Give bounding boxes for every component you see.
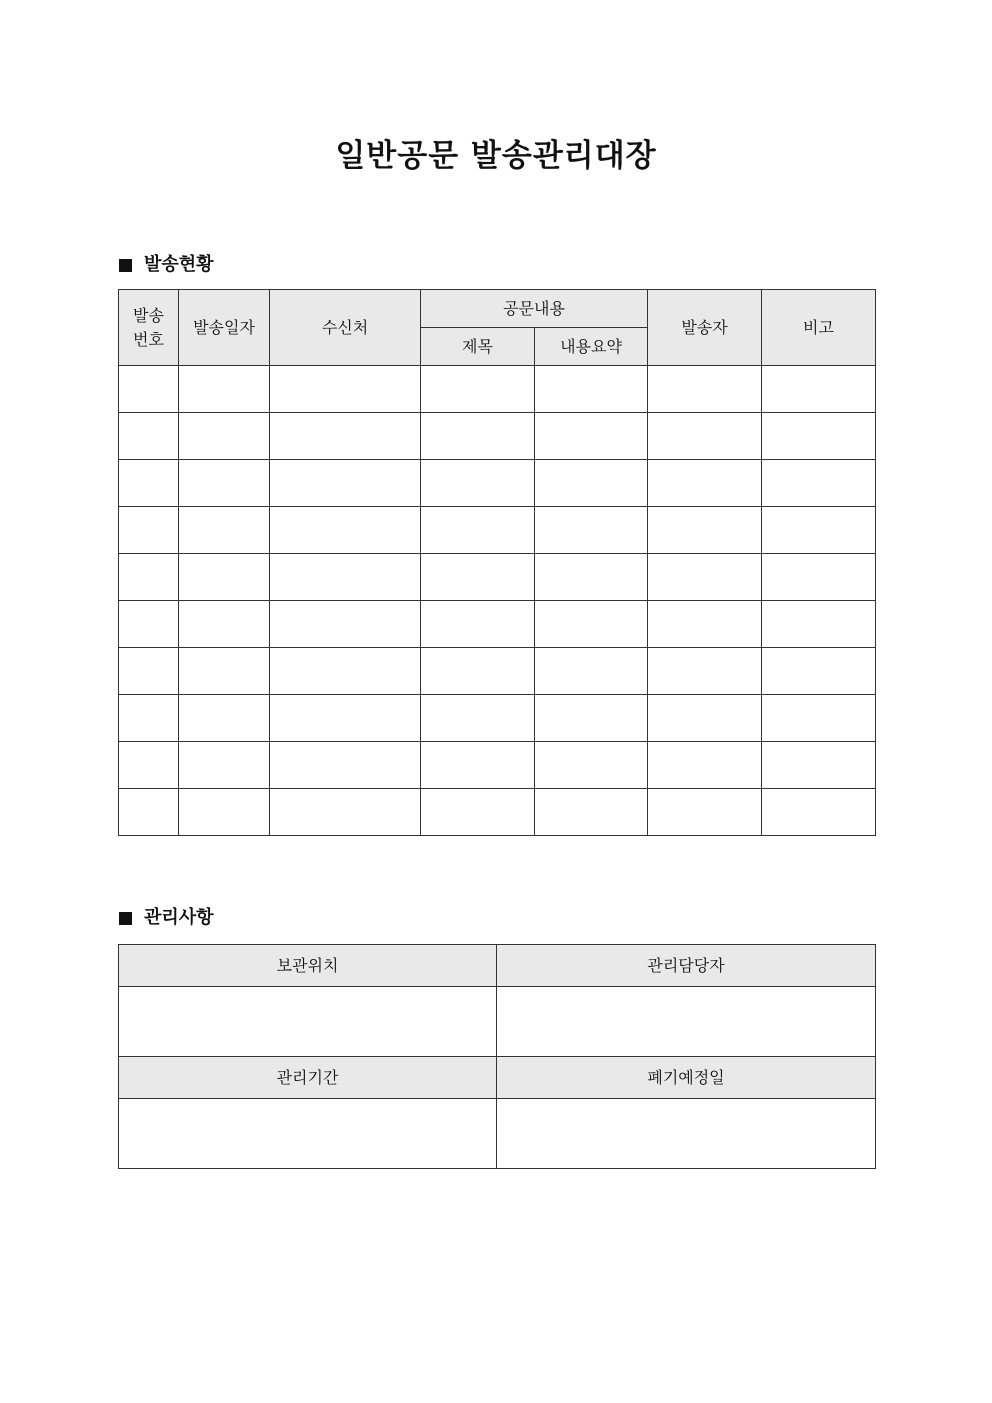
table-row [119,695,876,742]
table-cell-sender[interactable] [648,413,762,460]
table-cell-recipient[interactable] [270,601,421,648]
table-cell-subject[interactable] [421,742,535,789]
table-cell-summary[interactable] [535,789,648,836]
table-cell-remarks[interactable] [762,648,876,695]
table-cell-remarks[interactable] [762,507,876,554]
table-cell-number[interactable] [119,554,179,601]
table-cell-summary[interactable] [535,460,648,507]
table-cell-sender[interactable] [648,507,762,554]
table-row [119,366,876,413]
table-cell-sender[interactable] [648,742,762,789]
table-cell-subject[interactable] [421,413,535,460]
dispatch-status-table [118,289,876,836]
table-cell-date[interactable] [179,789,270,836]
table-row [119,554,876,601]
column-header-content-group: 공문내용 [421,290,648,328]
table-cell-summary[interactable] [535,648,648,695]
table-cell-remarks[interactable] [762,413,876,460]
table-cell-subject[interactable] [421,554,535,601]
column-header-dispatch-date: 발송일자 [179,290,270,366]
table-cell-sender[interactable] [648,648,762,695]
table-cell-number[interactable] [119,648,179,695]
table-cell-sender[interactable] [648,366,762,413]
table-cell-number[interactable] [119,507,179,554]
table-cell-remarks[interactable] [762,554,876,601]
table-cell-number[interactable] [119,460,179,507]
column-header-recipient: 수신처 [270,290,421,366]
column-header-remarks: 비고 [762,290,876,366]
disposal-date-field[interactable] [497,1099,876,1169]
manager-label: 관리담당자 [497,945,876,987]
table-cell-summary[interactable] [535,695,648,742]
table-cell-date[interactable] [179,648,270,695]
table-cell-number[interactable] [119,366,179,413]
table-cell-recipient[interactable] [270,695,421,742]
table-cell-sender[interactable] [648,554,762,601]
table-row [119,742,876,789]
table-cell-remarks[interactable] [762,460,876,507]
table-row [119,648,876,695]
table-cell-recipient[interactable] [270,366,421,413]
table-cell-date[interactable] [179,366,270,413]
table-cell-number[interactable] [119,413,179,460]
table-row [119,789,876,836]
table-cell-recipient[interactable] [270,507,421,554]
table-cell-date[interactable] [179,742,270,789]
table-cell-recipient[interactable] [270,413,421,460]
table-cell-recipient[interactable] [270,554,421,601]
square-bullet-icon [119,912,132,925]
table-cell-date[interactable] [179,554,270,601]
document-title: 일반공문 발송관리대장 [335,138,657,174]
management-period-label: 관리기간 [119,1057,497,1099]
table-cell-date[interactable] [179,413,270,460]
table-cell-date[interactable] [179,507,270,554]
dispatch-section-heading-label: 발송현황 [144,254,214,275]
table-cell-subject[interactable] [421,366,535,413]
table-cell-summary[interactable] [535,507,648,554]
table-cell-subject[interactable] [421,507,535,554]
table-cell-date[interactable] [179,601,270,648]
storage-location-label: 보관위치 [119,945,497,987]
table-cell-subject[interactable] [421,601,535,648]
table-row [119,413,876,460]
table-cell-recipient[interactable] [270,742,421,789]
table-cell-number[interactable] [119,601,179,648]
table-cell-remarks[interactable] [762,789,876,836]
column-header-sender: 발송자 [648,290,762,366]
table-row [119,507,876,554]
dispatch-section-heading [119,253,214,277]
table-cell-number[interactable] [119,742,179,789]
management-period-field[interactable] [119,1099,497,1169]
storage-location-field[interactable] [119,987,497,1057]
table-cell-sender[interactable] [648,789,762,836]
dispatch-table-body [119,366,876,836]
table-row [119,601,876,648]
column-header-dispatch-number-line2: 번호 [133,329,164,349]
table-cell-subject[interactable] [421,789,535,836]
disposal-date-label: 폐기예정일 [497,1057,876,1099]
table-cell-subject[interactable] [421,460,535,507]
table-cell-sender[interactable] [648,601,762,648]
table-cell-date[interactable] [179,460,270,507]
table-cell-summary[interactable] [535,413,648,460]
table-row [119,460,876,507]
table-cell-remarks[interactable] [762,742,876,789]
table-cell-sender[interactable] [648,460,762,507]
management-section-heading [119,906,214,930]
table-cell-sender[interactable] [648,695,762,742]
table-cell-subject[interactable] [421,695,535,742]
management-info-table [118,944,876,1169]
column-header-dispatch-number [119,290,179,366]
management-section-heading-label: 관리사항 [144,907,214,928]
column-header-dispatch-number-line1: 발송 [133,305,164,325]
table-cell-subject[interactable] [421,648,535,695]
table-cell-number[interactable] [119,789,179,836]
square-bullet-icon [119,259,132,272]
table-cell-remarks[interactable] [762,601,876,648]
column-header-subject: 제목 [421,328,535,366]
table-cell-summary[interactable] [535,742,648,789]
table-cell-remarks[interactable] [762,695,876,742]
table-cell-summary[interactable] [535,601,648,648]
manager-field[interactable] [497,987,876,1057]
table-cell-recipient[interactable] [270,460,421,507]
table-cell-summary[interactable] [535,366,648,413]
column-header-summary: 내용요약 [535,328,648,366]
table-cell-recipient[interactable] [270,648,421,695]
table-cell-recipient[interactable] [270,789,421,836]
table-cell-summary[interactable] [535,554,648,601]
table-cell-number[interactable] [119,695,179,742]
table-cell-date[interactable] [179,695,270,742]
table-cell-remarks[interactable] [762,366,876,413]
